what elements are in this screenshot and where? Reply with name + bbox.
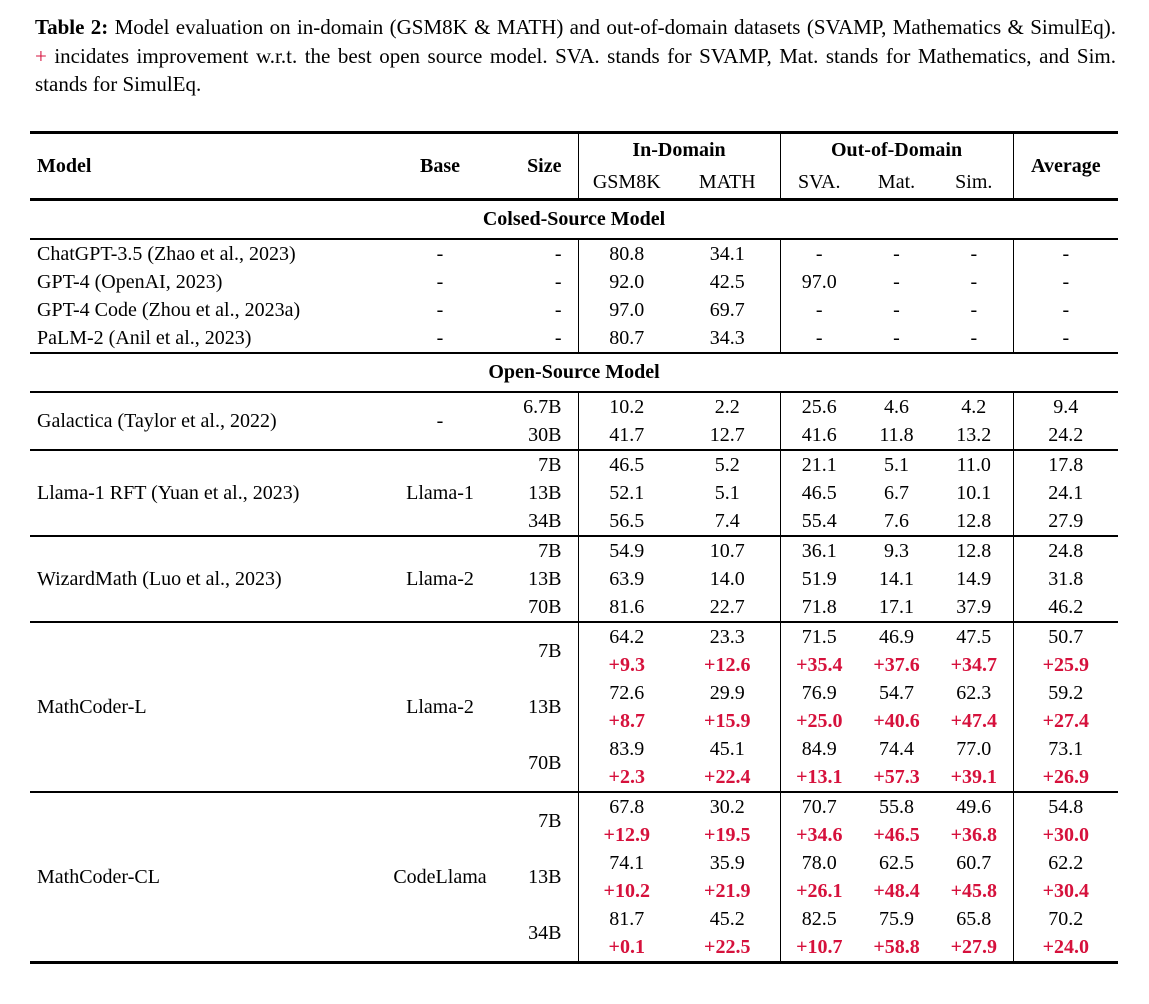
base-cell: - (385, 392, 495, 450)
value-cell: 14.1 (879, 567, 915, 590)
value-cell: 81.7 (609, 907, 645, 930)
delta-cell: +27.4 (1042, 709, 1089, 732)
delta-cell: +34.6 (796, 823, 843, 846)
delta-cell: +48.4 (873, 879, 920, 902)
value-cell: 9.3 (858, 536, 935, 565)
delta-cell: +24.0 (1042, 935, 1089, 958)
value-cell: 71.5 (780, 622, 858, 651)
table-row (30, 268, 1118, 296)
col-header-size: Size (495, 132, 578, 199)
value-cell: 54.9 (578, 536, 675, 565)
delta-cell: +27.9 (935, 933, 1013, 963)
delta-cell: +46.5 (873, 823, 920, 846)
delta-cell: +26.1 (796, 879, 843, 902)
table-row (30, 324, 1118, 353)
col-header-sva: SVA. (798, 170, 841, 193)
size-cell: 6.7B (495, 392, 578, 421)
value-cell: 23.3 (675, 622, 780, 651)
size-cell: - (495, 239, 578, 268)
base-cell: Llama-2 (385, 536, 495, 622)
caption-text-after: incidates improvement w.r.t. the best open source model. SVA. stands for SVAMP, Mat. stands for Mathematics, and Sim. stands for SimulEq. (35, 43, 1116, 96)
model-cell: Llama-1 RFT (Yuan et al., 2023) (30, 450, 385, 536)
value-cell: 5.1 (858, 450, 935, 479)
base-cell: - (436, 242, 444, 265)
value-cell: 47.5 (935, 622, 1013, 651)
value-cell: 54.7 (879, 681, 915, 704)
delta-cell: +21.9 (675, 877, 780, 905)
col-header-out-of-domain: Out-of-Domain (780, 132, 1013, 166)
value-cell: 42.5 (675, 268, 780, 296)
model-cell: WizardMath (Luo et al., 2023) (30, 536, 385, 622)
value-cell: 22.7 (675, 593, 780, 622)
delta-cell: +39.1 (935, 763, 1013, 792)
delta-cell: +13.1 (796, 765, 843, 788)
value-cell: 24.1 (1048, 481, 1084, 504)
delta-cell: +30.4 (1042, 879, 1089, 902)
value-cell: 7.4 (675, 507, 780, 536)
col-header-gsm8k: GSM8K (592, 170, 661, 193)
value-cell: 67.8 (578, 792, 675, 821)
value-cell: 65.8 (935, 905, 1013, 933)
delta-cell: +26.9 (1042, 765, 1089, 788)
table-caption (35, 13, 1116, 99)
size-cell: 34B (495, 507, 578, 536)
value-cell: 74.4 (879, 737, 915, 760)
table-header (30, 132, 1118, 199)
value-cell: 46.2 (1048, 595, 1084, 618)
table-row (30, 392, 1118, 421)
value-cell: 27.9 (1048, 509, 1084, 532)
delta-cell: +15.9 (675, 707, 780, 735)
col-header-math: MATH (675, 166, 780, 200)
model-cell: PaLM-2 (Anil et al., 2023) (37, 326, 252, 349)
delta-cell: +12.6 (675, 651, 780, 679)
col-header-model: Model (37, 154, 92, 177)
value-cell: 70.7 (780, 792, 858, 821)
delta-cell: +36.8 (935, 821, 1013, 849)
delta-cell: +58.8 (873, 935, 920, 958)
delta-cell: +22.4 (675, 763, 780, 792)
delta-cell: +25.9 (1042, 653, 1089, 676)
size-cell: 34B (495, 905, 578, 963)
base-cell: CodeLlama (385, 792, 495, 963)
value-cell: 34.1 (675, 239, 780, 268)
value-cell: 41.7 (609, 423, 645, 446)
value-cell: - (893, 242, 900, 265)
value-cell: 73.1 (1048, 737, 1084, 760)
value-cell: 10.7 (675, 536, 780, 565)
value-cell: - (1062, 326, 1070, 349)
value-cell: 64.2 (578, 622, 675, 651)
value-cell: 24.2 (1048, 423, 1084, 446)
delta-cell: +30.0 (1042, 823, 1089, 846)
value-cell: 62.2 (1048, 851, 1084, 874)
value-cell: 31.8 (1048, 567, 1084, 590)
section-row (30, 353, 1118, 392)
size-cell: - (495, 268, 578, 296)
value-cell: - (935, 239, 1013, 268)
section-title: Open-Source Model (30, 353, 1118, 392)
value-cell: 59.2 (1048, 681, 1084, 704)
value-cell: - (1062, 242, 1070, 265)
value-cell: - (935, 296, 1013, 324)
value-cell: 30.2 (675, 792, 780, 821)
value-cell: 75.9 (879, 907, 915, 930)
value-cell: 5.2 (675, 450, 780, 479)
value-cell: 17.1 (879, 595, 915, 618)
value-cell: 51.9 (801, 567, 837, 590)
value-cell: 35.9 (675, 849, 780, 877)
delta-cell: +45.8 (935, 877, 1013, 905)
value-cell: 17.8 (1013, 450, 1118, 479)
table-row (30, 239, 1118, 268)
value-cell: 76.9 (801, 681, 837, 704)
value-cell: 4.2 (935, 392, 1013, 421)
value-cell: 62.5 (879, 851, 915, 874)
delta-cell: +10.7 (796, 935, 843, 958)
col-header-mat: Mat. (877, 170, 916, 193)
value-cell: 97.0 (801, 270, 837, 293)
value-cell: 41.6 (801, 423, 837, 446)
model-cell: ChatGPT-3.5 (Zhao et al., 2023) (37, 242, 296, 265)
value-cell: 11.8 (879, 423, 914, 446)
size-cell: 7B (495, 450, 578, 479)
size-cell: 7B (495, 622, 578, 679)
value-cell: - (815, 298, 823, 321)
model-cell: Galactica (Taylor et al., 2022) (30, 392, 385, 450)
value-cell: 25.6 (780, 392, 858, 421)
value-cell: 55.4 (801, 509, 837, 532)
value-cell: 7.6 (884, 509, 910, 532)
delta-cell: +8.7 (608, 709, 645, 732)
value-cell: 69.7 (675, 296, 780, 324)
value-cell: 55.8 (858, 792, 935, 821)
value-cell: 24.8 (1013, 536, 1118, 565)
value-cell: 52.1 (609, 481, 645, 504)
base-cell: - (436, 270, 444, 293)
value-cell: 5.1 (675, 479, 780, 507)
value-cell: - (935, 324, 1013, 353)
size-cell: 13B (495, 479, 578, 507)
value-cell: 74.1 (609, 851, 645, 874)
value-cell: 62.3 (935, 679, 1013, 707)
value-cell: 92.0 (609, 270, 645, 293)
delta-cell: +25.0 (796, 709, 843, 732)
size-cell: - (495, 296, 578, 324)
value-cell: 14.0 (675, 565, 780, 593)
value-cell: 60.7 (935, 849, 1013, 877)
value-cell: 37.9 (935, 593, 1013, 622)
col-header-average: Average (1030, 154, 1101, 177)
value-cell: - (1062, 270, 1070, 293)
value-cell: 77.0 (935, 735, 1013, 763)
col-header-sim: Sim. (935, 166, 1013, 200)
value-cell: 46.5 (578, 450, 675, 479)
value-cell: 10.1 (935, 479, 1013, 507)
value-cell: 80.7 (609, 326, 645, 349)
caption-text-before: Model evaluation on in-domain (GSM8K & MATH) and out-of-domain datasets (SVAMP, Mathematics & SimulEq). (108, 15, 1116, 39)
size-cell: 70B (495, 735, 578, 792)
section-title: Colsed-Source Model (30, 199, 1118, 239)
delta-cell: +37.6 (873, 653, 920, 676)
base-cell: Llama-1 (385, 450, 495, 536)
value-cell: 49.6 (935, 792, 1013, 821)
delta-cell: +2.3 (608, 765, 645, 788)
caption-label: Table 2: (35, 15, 109, 39)
size-cell: - (495, 324, 578, 353)
size-cell: 13B (495, 849, 578, 905)
delta-cell: +22.5 (675, 933, 780, 963)
value-cell: 70.2 (1048, 907, 1084, 930)
value-cell: 80.8 (609, 242, 645, 265)
header-row-groups (30, 132, 1118, 166)
table-row (30, 792, 1118, 821)
value-cell: - (893, 298, 900, 321)
value-cell: 71.8 (801, 595, 837, 618)
delta-cell: +9.3 (608, 653, 645, 676)
value-cell: - (893, 270, 900, 293)
value-cell: 10.2 (578, 392, 675, 421)
value-cell: 29.9 (675, 679, 780, 707)
delta-cell: +0.1 (608, 935, 645, 958)
size-cell: 13B (495, 679, 578, 735)
value-cell: 13.2 (935, 421, 1013, 450)
value-cell: 12.7 (675, 421, 780, 450)
delta-cell: +12.9 (603, 823, 650, 846)
delta-cell: +34.7 (935, 651, 1013, 679)
results-table (30, 131, 1118, 964)
model-cell: GPT-4 (OpenAI, 2023) (37, 270, 223, 293)
delta-cell: +47.4 (935, 707, 1013, 735)
value-cell: 84.9 (801, 737, 837, 760)
base-cell: - (436, 298, 444, 321)
value-cell: 9.4 (1013, 392, 1118, 421)
delta-cell: +40.6 (873, 709, 920, 732)
value-cell: 46.9 (858, 622, 935, 651)
delta-cell: +57.3 (873, 765, 920, 788)
size-cell: 70B (495, 593, 578, 622)
size-cell: 7B (495, 792, 578, 849)
value-cell: - (893, 326, 900, 349)
value-cell: 34.3 (675, 324, 780, 353)
value-cell: 97.0 (609, 298, 645, 321)
value-cell: - (815, 326, 823, 349)
value-cell: 54.8 (1013, 792, 1118, 821)
value-cell: 45.2 (675, 905, 780, 933)
model-cell: GPT-4 Code (Zhou et al., 2023a) (37, 298, 301, 321)
value-cell: - (1062, 298, 1070, 321)
delta-cell: +10.2 (603, 879, 650, 902)
size-cell: 30B (495, 421, 578, 450)
table-row (30, 450, 1118, 479)
value-cell: - (935, 268, 1013, 296)
table-row (30, 622, 1118, 651)
caption-plus-sign: + (35, 43, 47, 68)
model-cell: MathCoder-L (30, 622, 385, 792)
value-cell: 82.5 (801, 907, 837, 930)
value-cell: 83.9 (609, 737, 645, 760)
value-cell: 56.5 (609, 509, 645, 532)
size-cell: 7B (495, 536, 578, 565)
delta-cell: +35.4 (796, 653, 843, 676)
table-body (30, 199, 1118, 962)
value-cell: 36.1 (780, 536, 858, 565)
model-cell: MathCoder-CL (30, 792, 385, 963)
value-cell: 12.8 (935, 507, 1013, 536)
value-cell: 46.5 (801, 481, 837, 504)
col-header-in-domain: In-Domain (578, 132, 780, 166)
value-cell: 14.9 (935, 565, 1013, 593)
base-cell: Llama-2 (385, 622, 495, 792)
value-cell: 72.6 (609, 681, 645, 704)
value-cell: 78.0 (801, 851, 837, 874)
value-cell: 21.1 (780, 450, 858, 479)
delta-cell: +19.5 (675, 821, 780, 849)
value-cell: 11.0 (935, 450, 1013, 479)
size-cell: 13B (495, 565, 578, 593)
value-cell: 81.6 (609, 595, 645, 618)
value-cell: 12.8 (935, 536, 1013, 565)
value-cell: 63.9 (609, 567, 645, 590)
section-row (30, 199, 1118, 239)
base-cell: - (436, 326, 444, 349)
value-cell: 6.7 (884, 481, 910, 504)
value-cell: 2.2 (675, 392, 780, 421)
table-row (30, 296, 1118, 324)
value-cell: 4.6 (858, 392, 935, 421)
table-row (30, 536, 1118, 565)
value-cell: 45.1 (675, 735, 780, 763)
col-header-base: Base (420, 154, 460, 177)
value-cell: 50.7 (1013, 622, 1118, 651)
value-cell: - (815, 242, 823, 265)
